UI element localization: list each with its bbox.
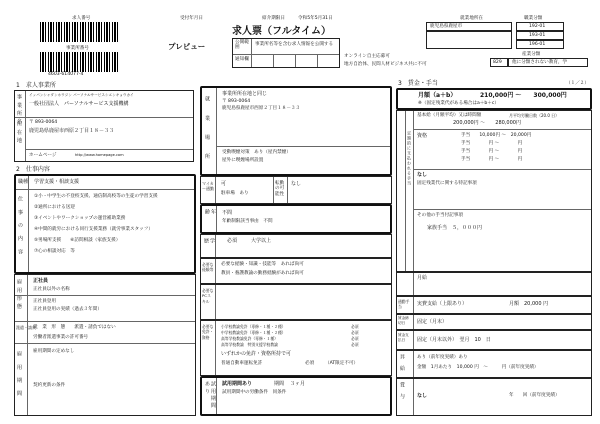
industry-text-box [508, 58, 588, 67]
license-line-3: 高等学校教諭免許（専修・１種） [221, 336, 278, 341]
car-license: 普通自動車運転免許 [221, 361, 263, 366]
section2-title: 2 仕事内容 [16, 166, 50, 173]
education-required: 必須 [227, 238, 238, 244]
smoke-note: 屋外に喫煙場所設置 [222, 158, 264, 163]
license-req-1: 必須 [351, 324, 359, 329]
content-line-4: ④中間的就労における同行支援業務（就労事業スタッフ） [34, 227, 153, 232]
workplace-address: 鹿児島県鹿屋市西原２丁目１８－３３ [222, 106, 301, 111]
form-title: 求人票（フルタイム） [232, 26, 331, 37]
education-value: 大学以上 [251, 238, 272, 244]
raise-label: 昇給 [399, 354, 405, 377]
monthly-value: 210,000円 〜 300,000円 [480, 92, 567, 99]
monthly-box [396, 88, 592, 110]
homepage-label: ホームページ [29, 153, 57, 158]
office-location-label: 就業地所在 [460, 16, 483, 21]
experience-box [200, 258, 392, 284]
public-label: 公開範囲 [235, 40, 249, 51]
office-no-label: 事業所番号 [66, 46, 89, 51]
closing-box [396, 314, 592, 330]
trial-side-label: 試用期間あり [204, 381, 216, 410]
transfer-label: 転勤の可能性 [275, 181, 285, 197]
online-note-2: 地方自治体、民間人材ビジネス共に不可 [344, 62, 427, 67]
raise-amount: 金額 1月あたり 10,000 円 〜 円（前年度実績） [417, 365, 539, 370]
job-code-1 [516, 22, 564, 31]
trial-period-label: 期間 [274, 381, 285, 387]
allow-name: 資格 [417, 133, 428, 139]
trial-box [200, 376, 392, 416]
job-code-2 [516, 31, 564, 40]
allow-item-2: 手当 円 〜 円 [461, 141, 523, 146]
monthly-note: ※（固定残業代がある場合はa＋b＋c） [418, 101, 500, 106]
content-line-2: ②通所における送迎 [34, 205, 75, 210]
job-class-label: 職業分類 [524, 16, 543, 21]
job-code-2-text: 193-01 [529, 33, 546, 38]
dispatch-no: 労働者派遣事業の許可番号 [33, 335, 89, 340]
license-req-3: 必須 [351, 336, 359, 341]
base-value: 200,000円 〜 280,000円 [453, 120, 521, 126]
age-box [200, 204, 392, 234]
base-label: 基本給（月額平均）又は時間額 [417, 113, 482, 118]
license-label: 必要な免許・資格 [202, 324, 214, 340]
applicant-barcode [40, 22, 120, 42]
payday-box [396, 330, 592, 350]
closing-value: 固定（月末） [417, 319, 448, 325]
license-line-1: 小学校教諭免許（専修・１種・２種） [221, 324, 286, 329]
license-req-4: 必須 [351, 342, 359, 347]
barcode-number: 4603-614077-4 [48, 72, 84, 77]
hourly-label: 月平均労働日数（20.0 日） [509, 113, 560, 118]
fixed-note: 固定残業代に関する特記事項 [417, 181, 477, 186]
trial-label: 試用期間あり [222, 381, 253, 387]
raise-box [396, 350, 592, 378]
dispatch-value: 就 業 形 態 派遣・請負ではない [33, 325, 116, 330]
content-line-1: ①小・中学生の不登校支援、通信制高校等の生徒の学習支援 [34, 194, 158, 199]
experience-label: 必要な経験等 [202, 262, 214, 273]
age-value: 不問 [222, 210, 233, 216]
pay-rate-label: 月給 [417, 275, 428, 281]
allow-title: 定額的に支払われる手当 [407, 131, 412, 186]
office-barcode [40, 52, 120, 72]
car-license-note: （AT限定不可） [325, 361, 359, 366]
online-note: オンライン自主応募可 [344, 54, 390, 59]
bonus-detail: 年 回（前年度実績） [509, 393, 560, 398]
period-value: 雇用期間の定めなし [33, 349, 75, 354]
commute-value: 実費支給（上限あり） [417, 301, 468, 307]
dispatch-label: 派遣・請負 [16, 325, 36, 330]
bonus-box [396, 378, 592, 416]
job-value: 学習支援・相談支援 [34, 179, 80, 185]
regular-detail: 正社員登用の実績（過去３年間） [33, 307, 102, 312]
other-allow-value: 家族手当 ５，０００円 [427, 225, 483, 231]
section1-title: 1 求人事業所 [16, 82, 56, 89]
applicant-no-label: 求人番号 [72, 16, 91, 21]
raise-value: あり（前年度実績）あり [417, 355, 468, 360]
content-line-5: ⑤男場所支援 ⑥訪問相談（家族支援） [34, 238, 121, 243]
workplace-box [200, 86, 392, 176]
job-code-1-text: 192-01 [529, 24, 546, 29]
fixed-overtime: なし [417, 172, 428, 178]
car-value: 可 [221, 181, 227, 187]
license-req-2: 必須 [351, 330, 359, 335]
industry-code-box [490, 58, 508, 67]
license-line-4: 高等学校教諭 特別支援学校教諭 [221, 342, 278, 347]
job-box [14, 174, 196, 274]
public-box [232, 38, 340, 68]
monthly-label: 月額（a＋b） [418, 92, 457, 99]
allow-item-3: 手当 円 〜 円 [461, 149, 523, 154]
license-any: いずれかの免許・資格所持で可 [221, 351, 292, 357]
employment-sub: 正社員以外の名称 [33, 287, 70, 292]
experience-detail: 教員・養護教諭の勤務経験があれば尚可 [221, 271, 304, 276]
pc-label: 必要なPCスキル [202, 288, 214, 304]
car-box [200, 176, 392, 204]
preview-label: プレビュー [168, 42, 206, 51]
section3-title: 3 賃金・手当 [398, 80, 438, 87]
employment-label: 雇用形態 [16, 279, 22, 312]
experience-value: 必要な経験・知識・技能等 あれば尚可 [221, 262, 304, 267]
pc-box [200, 284, 392, 320]
office-address: 鹿児島県鹿屋市西原２丁目１８－３３ [29, 128, 115, 134]
workplace-label: 就業場所 [204, 96, 210, 173]
content-line-6: ⑦心の相談対応 等 [34, 249, 75, 254]
reason-label: 通知欄 [235, 57, 249, 62]
employment-box [14, 274, 196, 416]
license-box [200, 320, 392, 376]
trial-period: ３ヶ月 [290, 381, 306, 387]
regular-value: 正社員登用 [33, 299, 56, 304]
age-label: 年齢 [204, 209, 216, 223]
car-label: マイカー通勤 [202, 181, 214, 192]
contract-label: 契約更新の条件 [33, 383, 66, 388]
transfer-value: なし [291, 181, 302, 187]
smoke-label: 受動喫煙対策 あり（屋内禁煙） [222, 150, 291, 155]
industry-label: 産業分類 [522, 52, 541, 57]
job-label: 職種 [18, 179, 29, 185]
expiry-label: 紹介期限日 [262, 16, 285, 21]
parking-value: 駐車場 あり [221, 191, 249, 196]
office-location-box [426, 22, 512, 31]
office-name-kana: イッパンシャダンホウジン パーソナルサービスシエンキョウカイ [29, 93, 134, 97]
content-label: 仕事の内容 [17, 196, 23, 262]
payday-value: 固定（月末以外） 翌月 10 日 [417, 337, 491, 343]
education-label: 学歴 [203, 238, 215, 250]
bonus-label: 賞与 [399, 382, 405, 405]
workplace-postal: 〒 893-0064 [222, 99, 251, 104]
industry-code: 829 [493, 60, 502, 65]
section1-box [14, 90, 194, 162]
office-location-value: 鹿児島県鹿屋市 [430, 24, 463, 29]
license-line-2: 中学校教諭免許（専修・１種・２種） [221, 330, 286, 335]
section3-page: （１／２） [566, 81, 589, 86]
office-name: 一般社団法人 パーソナルサービス支援機構 [29, 101, 129, 107]
pay-rate-box [396, 272, 592, 296]
commute-label: 通勤手当 [398, 299, 410, 310]
office-name-label: 事業所名 [16, 94, 22, 127]
payday-label: 賃金支払日 [398, 333, 409, 343]
other-allow-label: その他の手当付記事項 [417, 213, 463, 218]
trial-note: 試用期間中の労働条件 同条件 [222, 390, 287, 395]
wage-detail-box [396, 110, 592, 272]
content-line-3: ③イベントやワークショップの運営補助業務 [34, 216, 126, 221]
employment-value: 正社員 [33, 278, 49, 284]
office-postal: 〒 893-0064 [29, 120, 58, 125]
homepage-link[interactable]: http://www.homepage.com [75, 153, 124, 157]
bonus-value: なし [417, 393, 428, 399]
allow-item-4: 手当 円 〜 円 [461, 157, 523, 162]
reception-date-label: 受付年月日 [180, 16, 203, 21]
period-label: 雇用期間 [16, 351, 22, 404]
office-location-blank [426, 31, 512, 49]
commute-month: 月額 20,000 円 [509, 301, 549, 307]
closing-label: 賃金締切日 [398, 316, 409, 326]
expiry-value: 令和5年5月31日 [298, 16, 333, 21]
public-text: 事業所名等を含む求人情報を公開する [255, 42, 334, 47]
industry-text: 他に分類されない教育，学 [512, 60, 568, 65]
job-code-3-text: 196-01 [529, 42, 546, 47]
age-note: 年齢制限該当事由 不問 [222, 219, 273, 224]
job-code-3 [516, 40, 564, 49]
commute-box [396, 296, 592, 314]
allow-item-1: 手当 10,000円 〜 20,000円 [461, 133, 532, 138]
office-address-label: 所在地 [16, 121, 22, 146]
education-box [200, 234, 392, 258]
workplace-value: 事業所所在地と同じ [222, 91, 268, 97]
car-license-req: 必須 [305, 361, 315, 366]
